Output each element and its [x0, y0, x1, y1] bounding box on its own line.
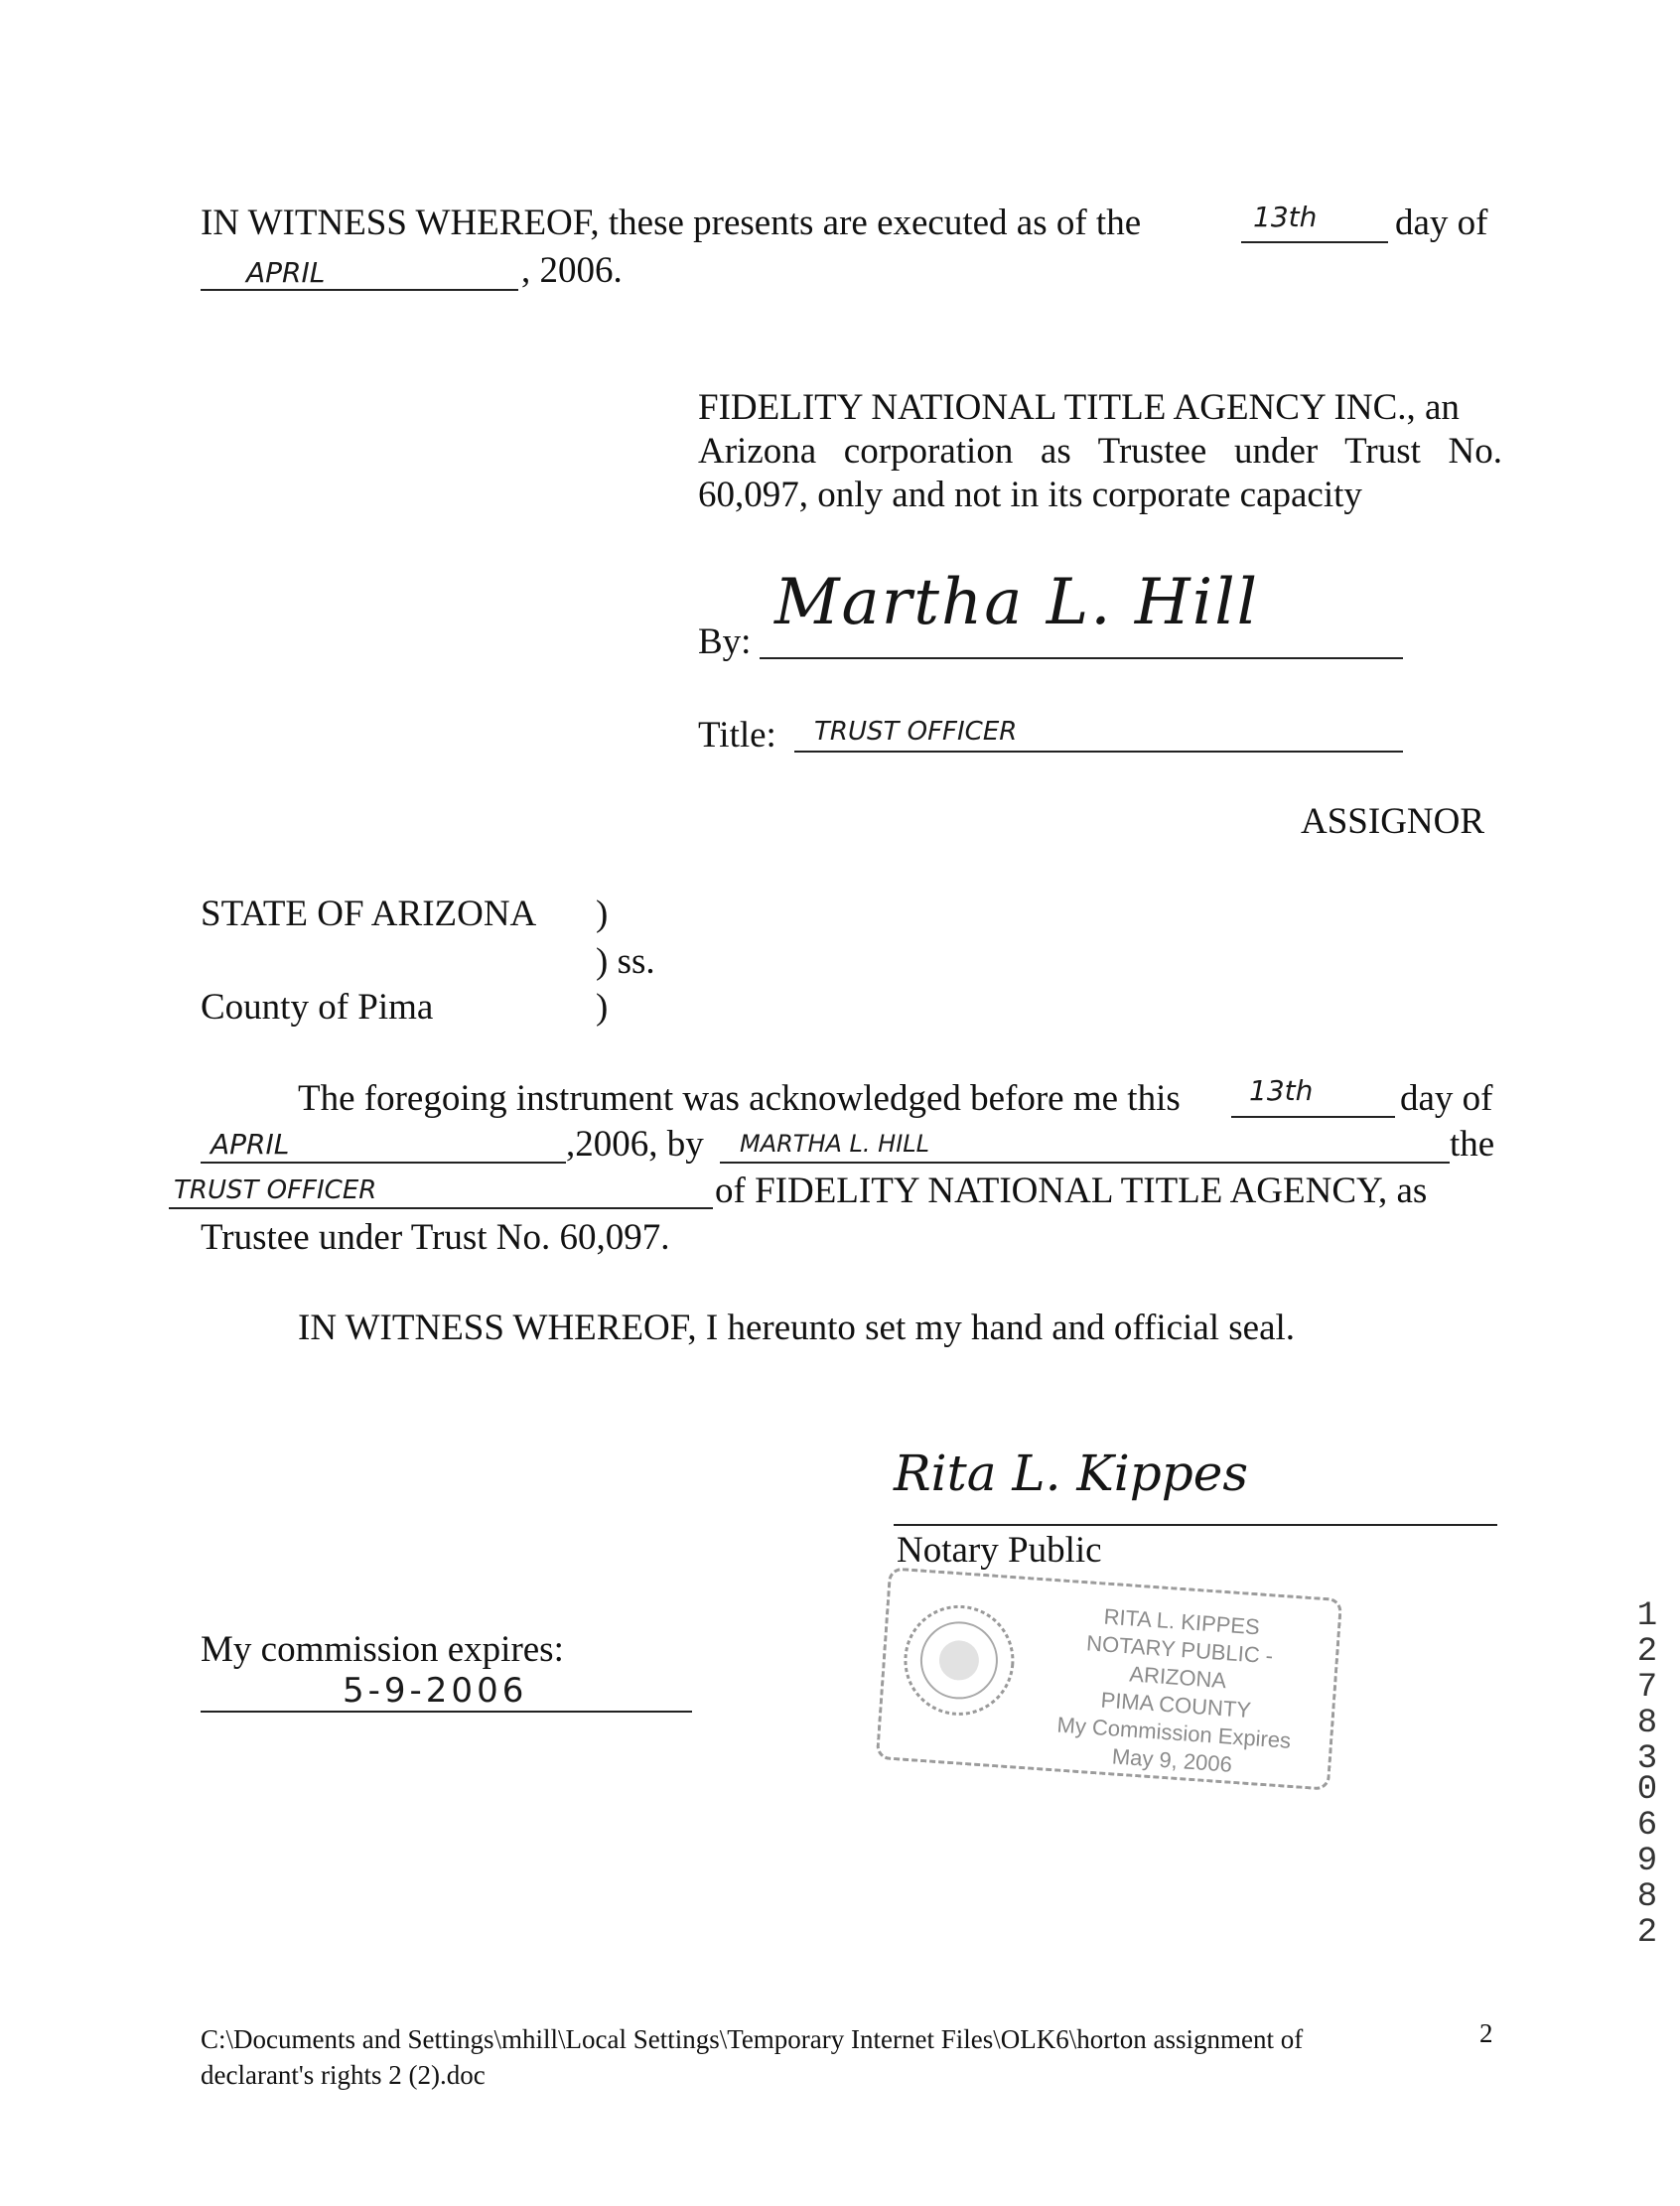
ack-officer-blank [169, 1207, 713, 1209]
notary-signature: Rita L. Kippes [894, 1445, 1249, 1502]
venue-paren-1: ) [596, 894, 609, 934]
footer-path-line-1: C:\Documents and Settings\mhill\Local Settings\Temporary Internet Files\OLK6\horton assignment of [201, 2024, 1304, 2054]
stamp-county: PIMA COUNTY [1099, 1687, 1252, 1723]
assignor-line-2: Arizona corporation as Trustee under Trust No. [698, 431, 1502, 472]
venue-paren-ss: ) ss. [596, 941, 655, 982]
witness-day-handwritten: 13th [1253, 201, 1318, 233]
ack-month-handwritten: APRIL [210, 1128, 290, 1161]
commission-line [201, 1711, 692, 1713]
signature-line [760, 657, 1403, 659]
ack-name-blank [720, 1162, 1450, 1164]
notary-seal-icon [896, 1596, 1023, 1723]
ack-line-4: Trustee under Trust No. 60,097. [201, 1217, 670, 1258]
title-label: Title: [698, 715, 776, 756]
bates-number-top: 12783 [1636, 1597, 1658, 1778]
venue-paren-3: ) [596, 987, 609, 1028]
stamp-title: NOTARY PUBLIC - ARIZONA [1085, 1630, 1275, 1694]
assignor-role: ASSIGNOR [1301, 801, 1485, 842]
ack-year-by: ,2006, by [566, 1124, 704, 1165]
commission-date-handwritten: 5-9-2006 [343, 1671, 528, 1711]
day-blank [1241, 241, 1388, 243]
footer-path-line-2: declarant's rights 2 (2).doc [201, 2060, 486, 2090]
footer-file-path [201, 2021, 1372, 2093]
witness-month-handwritten: APRIL [246, 256, 326, 289]
page-number: 2 [1479, 2018, 1493, 2048]
assignor-entity-block [698, 386, 1502, 517]
witness-year: , 2006. [521, 250, 623, 291]
ack-the: the [1450, 1124, 1495, 1165]
venue-county: County of Pima [201, 987, 434, 1028]
assignor-line-1: FIDELITY NATIONAL TITLE AGENCY INC., an [698, 387, 1460, 428]
title-handwritten: TRUST OFFICER [814, 717, 1018, 747]
seal-clause: IN WITNESS WHEREOF, I hereunto set my hand and official seal. [298, 1308, 1296, 1348]
ack-day-blank [1231, 1116, 1395, 1118]
venue-state: STATE OF ARIZONA [201, 894, 537, 934]
ack-line-3-suffix: of FIDELITY NATIONAL TITLE AGENCY, as [715, 1171, 1428, 1211]
stamp-name: RITA L. KIPPES [1102, 1603, 1261, 1640]
notary-label: Notary Public [897, 1530, 1102, 1571]
witness-clause-prefix: IN WITNESS WHEREOF, these presents are executed as of the [201, 203, 1142, 243]
month-blank [201, 289, 518, 291]
witness-day-suffix: day of [1395, 203, 1488, 243]
ack-day-suffix: day of [1400, 1078, 1493, 1119]
assignor-signature: Martha L. Hill [774, 566, 1260, 639]
commission-label: My commission expires: [201, 1629, 564, 1670]
ack-officer-handwritten: TRUST OFFICER [174, 1175, 377, 1205]
ack-line-1-prefix: The foregoing instrument was acknowledged before me this [298, 1078, 1181, 1119]
bates-number-bottom: 06982 [1636, 1771, 1658, 1952]
ack-month-blank [201, 1162, 566, 1164]
assignor-line-3: 60,097, only and not in its corporate capacity [698, 475, 1362, 515]
notary-signature-line [894, 1524, 1497, 1526]
ack-day-handwritten: 13th [1249, 1074, 1314, 1107]
stamp-expires-label: My Commission Expires [1055, 1712, 1292, 1753]
title-line [794, 751, 1403, 753]
by-label: By: [698, 621, 752, 662]
ack-name-handwritten: MARTHA L. HILL [740, 1130, 930, 1158]
stamp-expires-date: May 9, 2006 [1111, 1743, 1233, 1777]
notary-stamp [876, 1567, 1342, 1790]
